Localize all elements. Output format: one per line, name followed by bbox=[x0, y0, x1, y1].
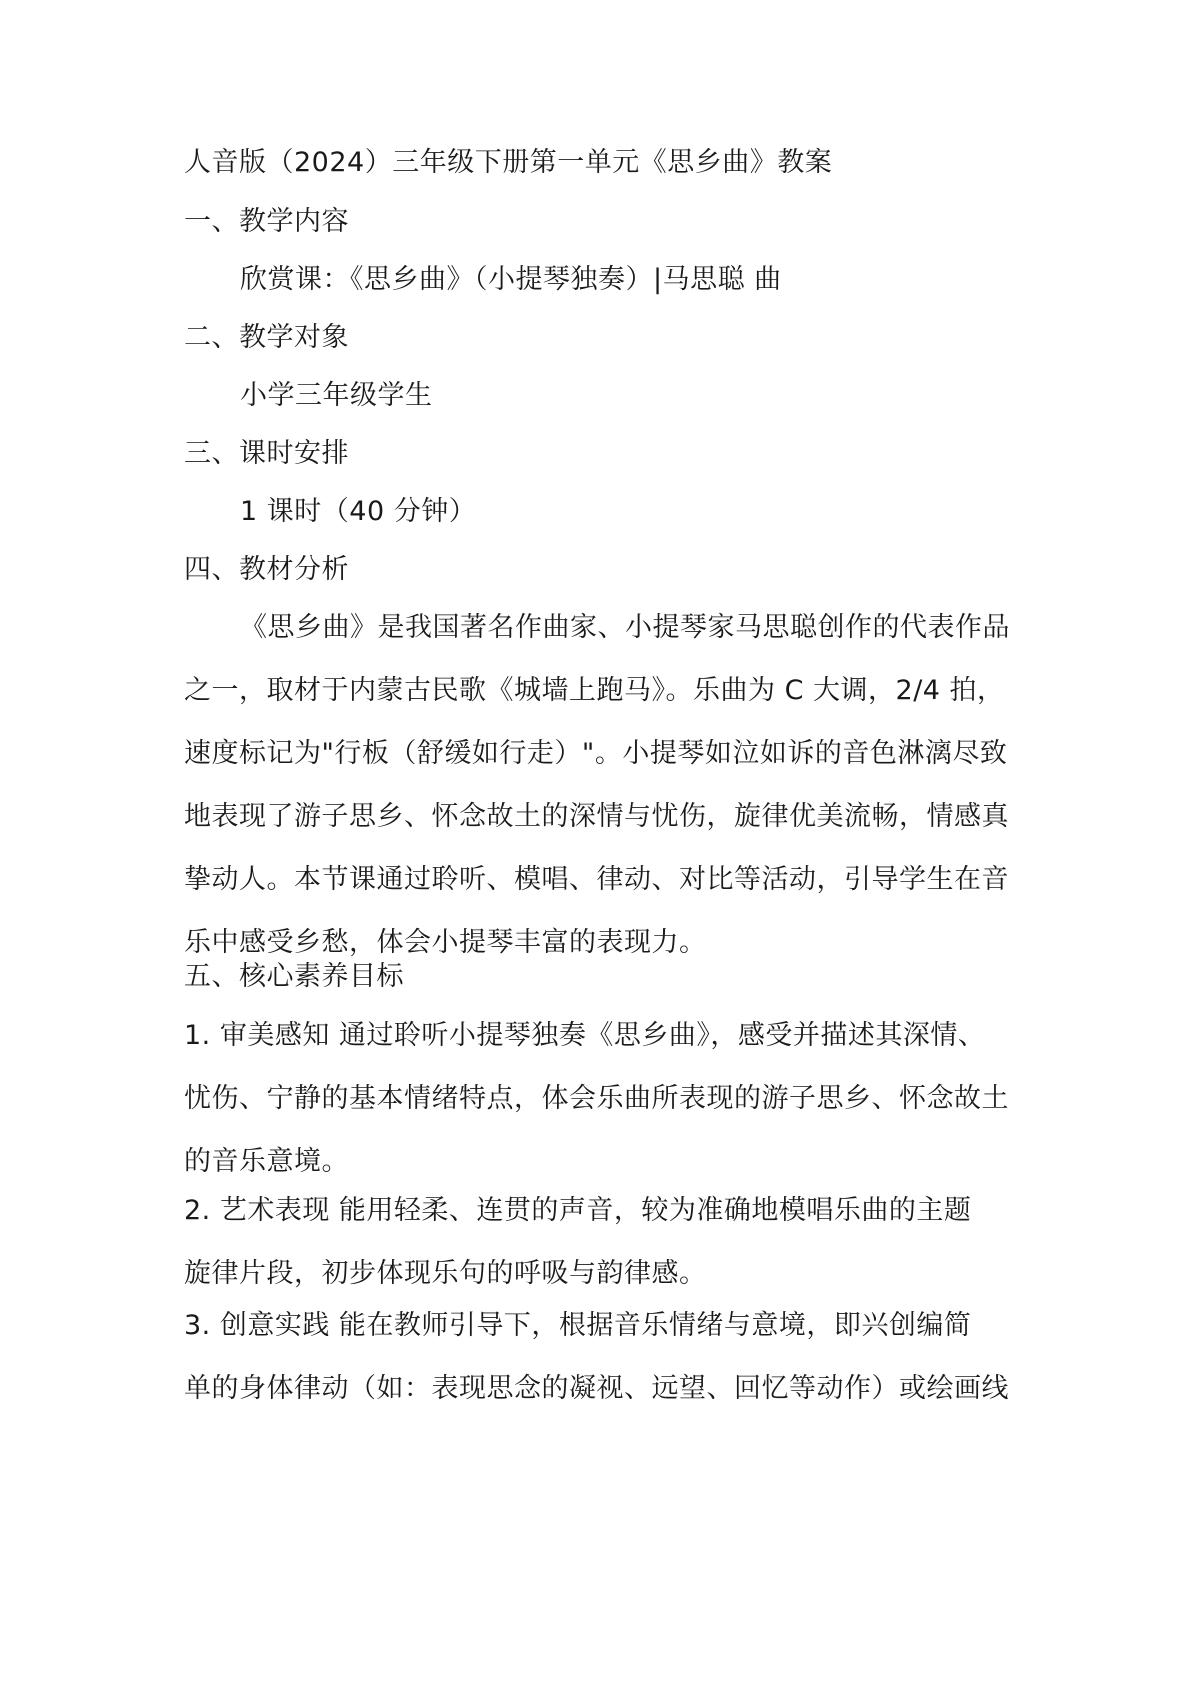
paragraph-line: 单的身体律动（如：表现思念的凝视、远望、回忆等动作）或绘画线 bbox=[184, 1373, 1009, 1404]
paragraph-line: 2. 艺术表现 能用轻柔、连贯的声音，较为准确地模唱乐曲的主题 bbox=[184, 1195, 972, 1226]
goal-item-aesthetic bbox=[184, 1016, 1024, 1205]
document-title: 人音版（2024）三年级下册第一单元《思乡曲》教案 bbox=[184, 147, 833, 178]
section-heading-schedule: 三、课时安排 bbox=[184, 438, 349, 469]
paragraph-line: 挚动人。本节课通过聆听、模唱、律动、对比等活动，引导学生在音 bbox=[184, 864, 1009, 895]
paragraph-line: 乐中感受乡愁，体会小提琴丰富的表现力。 bbox=[184, 927, 707, 958]
section-heading-goals: 五、核心素养目标 bbox=[184, 961, 404, 992]
section-body-audience: 小学三年级学生 bbox=[240, 380, 433, 411]
section-heading-audience: 二、教学对象 bbox=[184, 322, 349, 353]
paragraph-line: 旋律片段，初步体现乐句的呼吸与韵律感。 bbox=[184, 1258, 707, 1289]
paragraph-line: 1. 审美感知 通过聆听小提琴独奏《思乡曲》，感受并描述其深情、 bbox=[184, 1020, 986, 1051]
goal-item-expression bbox=[184, 1191, 1024, 1317]
section-heading-content: 一、教学内容 bbox=[184, 206, 349, 237]
paragraph-line: 地表现了游子思乡、怀念故土的深情与忧伤，旋律优美流畅，情感真 bbox=[184, 801, 1009, 832]
paragraph-line: 的音乐意境。 bbox=[184, 1146, 349, 1177]
paragraph-line: 《思乡曲》是我国著名作曲家、小提琴家马思聪创作的代表作品 bbox=[240, 612, 1010, 643]
section-body-content: 欣赏课：《思乡曲》（小提琴独奏）|马思聪 曲 bbox=[240, 264, 782, 295]
paragraph-line: 速度标记为"行板（舒缓如行走）"。小提琴如泣如诉的音色淋漓尽致 bbox=[184, 738, 1008, 769]
paragraph-line: 3. 创意实践 能在教师引导下，根据音乐情绪与意境，即兴创编简 bbox=[184, 1310, 972, 1341]
section-body-schedule: 1 课时（40 分钟） bbox=[240, 496, 477, 527]
paragraph-line: 之一，取材于内蒙古民歌《城墙上跑马》。乐曲为 C 大调，2/4 拍， bbox=[184, 675, 1005, 706]
paragraph-line: 忧伤、宁静的基本情绪特点，体会乐曲所表现的游子思乡、怀念故土 bbox=[184, 1083, 1009, 1114]
section-heading-analysis: 四、教材分析 bbox=[184, 554, 349, 585]
analysis-paragraph bbox=[184, 608, 1024, 986]
goal-item-creative bbox=[184, 1306, 1024, 1432]
